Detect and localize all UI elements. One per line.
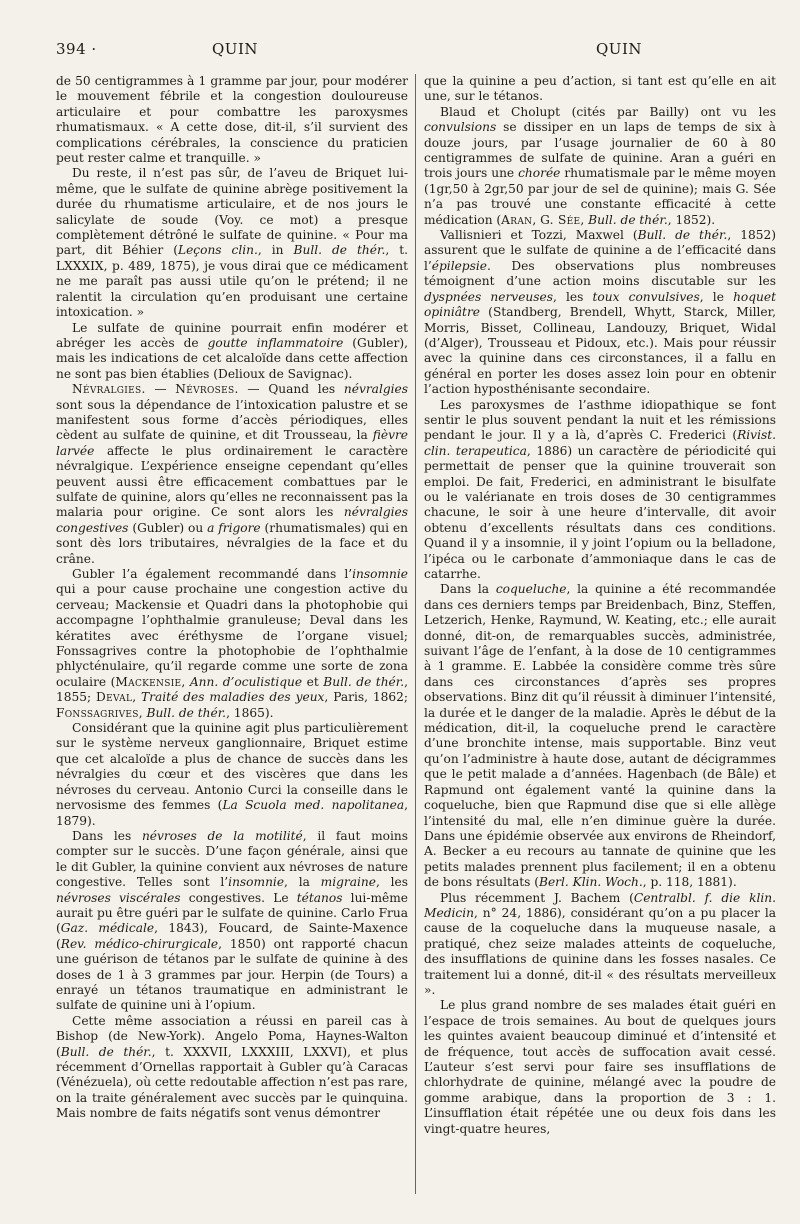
running-header: [0, 40, 800, 64]
page-number: 394 ·: [56, 40, 97, 58]
column-divider: [415, 74, 416, 1194]
paragraph: Du reste, il n’est pas sûr, de l’aveu de Briquet lui-même, que le sulfate de quinine abrège positivement la durée du rhumatisme articulaire, et de nos jours le salicylate de soude (Voy. ce mot) a presque complètement détrôné le sulfate de quinine. « Pour ma part, dit Béhier (Leçons clin., in Bull. de thér., t. LXXXIX, p. 489, 1875), je vous dirai que ce médicament ne me paraît pas aussi utile qu’on le prétend; il ne ralentit la circulation qu’en produisant une certaine intoxication. »: [56, 166, 408, 320]
paragraph: Cette même association a réussi en pareil cas à Bishop (de New-York). Angelo Poma, Haynes-Walton (Bull. de thér., t. XXXVII, LXXXIII, LXXVI), et plus récemment d’Ornellas rapportait à Gubler qu’à Caracas (Vénézuela), où cette redoutable affection n’est pas rare, on la traite généralement avec succès par le quinquina. Mais nombre de faits négatifs sont venus démontrer: [56, 1013, 408, 1121]
paragraph: Dans la coqueluche, la quinine a été recommandée dans ces derniers temps par Breidenbach, Binz, Steffen, Letzerich, Henke, Raymund, W. Keating, etc.; elle aurait donné, dit-on, de remarquables succès, administrée, suivant l’âge de l’enfant, à la dose de 10 centigrammes à 1 gramme. E. Labbée la considère comme très sûre dans ces circonstances d’après ses propres observations. Binz dit qu’il réussit à diminuer l’intensité, la durée et le danger de la maladie. Après le début de la médication, dit-il, la coqueluche prend le caractère d’une bronchite intense, mais supportable. Binz veut qu’on l’administre à haute dose, autant de décigrammes que le petit malade a d’années. Hagenbach (de Bâle) et Rapmund ont également vanté la quinine dans la coqueluche, bien que Rapmund dise que si elle allège l’intensité du mal, elle n’en diminue guère la durée. Dans une épidémie observée aux environs de Rheindorf, A. Becker a eu recours au tannate de quinine que les petits malades prennent plus facilement; il en a obtenu de bons résultats (Berl. Klin. Woch., p. 118, 1881).: [424, 582, 776, 890]
paragraph: Blaud et Cholupt (cités par Bailly) ont vu les convulsions se dissiper en un laps de temps de six à douze jours, par l’usage journalier de 60 à 80 centigrammes de sulfate de quinine. Aran a guéri en trois jours une chorée rhumatismale par le même moyen (1gr,50 à 2gr,50 par jour de sel de quinine); mais G. Sée n’a pas trouvé une constante efficacité à cette médication (Aran, G. Sée, Bull. de thér., 1852).: [424, 104, 776, 227]
paragraph: Dans les névroses de la motilité, il faut moins compter sur le succès. D’une façon générale, ainsi que le dit Gubler, la quinine convient aux névroses de nature congestive. Telles sont l’insomnie, la migraine, les névroses viscérales congestives. Le tétanos lui-même aurait pu être guéri par le sulfate de quinine. Carlo Frua (Gaz. médicale, 1843), Foucard, de Sainte-Maxence (Rev. médico-chirurgicale, 1850) ont rapporté chacun une guérison de tétanos par le sulfate de quinine à des doses de 1 à 3 grammes par jour. Herpin (de Tours) a enrayé un tétanos traumatique en administrant le sulfate de quinine uni à l’opium.: [56, 828, 408, 1013]
paragraph: Les paroxysmes de l’asthme idiopathique se font sentir le plus souvent pendant la nuit et les rémissions pendant le jour. Il y a là, d’après C. Frederici (Rivist. clin. terapeutica, 1886) un caractère de périodicité qui permettait de penser que la quinine trouverait son emploi. De fait, Frederici, en administrant le bisulfate ou le valérianate en trois doses de 30 centigrammes chacune, le soir à une heure d’intervalle, dit avoir obtenu d’excellents résultats dans ces conditions. Quand il y a insomnie, il y joint l’opium ou la belladone, l’ipéca ou le carbonate d’ammoniaque dans le cas de catarrhe.: [424, 397, 776, 581]
right-column: [424, 74, 776, 1214]
paragraph: Plus récemment J. Bachem (Centralbl. f. die klin. Medicin, n° 24, 1886), considérant qu’on a pu placer la cause de la coqueluche dans la muqueuse nasale, a pratiqué, chez seize malades atteints de coqueluche, des insufflations de quinine dans les fosses nasales. Ce traitement lui a donné, dit-il « des résultats merveilleux ».: [424, 890, 776, 997]
paragraph: Gubler l’a également recommandé dans l’insomnie qui a pour cause prochaine une congestion active du cerveau; Mackensie et Quadri dans la photophobie qui accompagne l’ophthalmie granuleuse; Deval dans les kératites avec éréthysme de l’organe visuel; Fonssagrives contre la photophobie de l’ophthalmie phlycténulaire, qu’il regarde comme une sorte de zona oculaire (Mackensie, Ann. d’oculistique et Bull. de thér., 1855; Deval, Traité des maladies des yeux, Paris, 1862; Fonssagrives, Bull. de thér., 1865).: [56, 567, 408, 720]
section-neuralgies: Névralgies. — Névroses. — Quand les névralgies sont sous la dépendance de l’intoxication palustre et se manifestent sous forme d’accès périodiques, elles cèdent au sulfate de quinine, et dit Trousseau, la fièvre larvée affecte le plus ordinairement le caractère névralgique. L’expérience enseigne cependant qu’elles peuvent aussi être efficacement combattues par le sulfate de quinine, alors qu’elles ne reconnaissent pas la malaria pour origine. Ce sont alors les névralgies congestives (Gubler) ou a frigore (rhumatismales) qui en sont dès lors tributaires, névralgies de la face et du crâne.: [56, 382, 408, 566]
paragraph: de 50 centigrammes à 1 gramme par jour, pour modérer le mouvement fébrile et la congestion douloureuse articulaire et pour combattre les paroxysmes rhumatismaux. « A cette dose, dit-il, s’il survient des complications cérébrales, la conscience du praticien peut rester calme et tranquille. »: [56, 74, 408, 166]
section-heading: Névroses.: [175, 382, 239, 397]
running-title-left: QUIN: [212, 40, 258, 58]
paragraph: que la quinine a peu d’action, si tant est qu’elle en ait une, sur le tétanos.: [424, 74, 776, 104]
running-title-right: QUIN: [596, 40, 642, 58]
left-column: [56, 74, 408, 1214]
paragraph: Le sulfate de quinine pourrait enfin modérer et abréger les accès de goutte inflammatoire (Gubler), mais les indications de cet alcaloïde dans cette affection ne sont pas bien établies (Delioux de Savignac).: [56, 320, 408, 381]
paragraph: Vallisnieri et Tozzi, Maxwel (Bull. de thér., 1852) assurent que le sulfate de quinine a de l’efficacité dans l’épilepsie. Des observations plus nombreuses témoignent d’une action moins discutable sur les dyspnées nerveuses, les toux convulsives, le hoquet opiniâtre (Standberg, Brendell, Whytt, Starck, Miller, Morris, Bisset, Collineau, Landouzy, Briquet, Widal (d’Alger), Trousseau et Pidoux, etc.). Mais pour réussir avec la quinine dans ces circonstances, il a fallu en général en porter les doses assez loin pour en obtenir l’action hyposthénisante secondaire.: [424, 228, 776, 397]
paragraph: Considérant que la quinine agit plus particulièrement sur le système nerveux ganglionnaire, Briquet estime que cet alcaloïde a plus de chance de succès dans les névralgies du cœur et des viscères que dans les névroses du cerveau. Antonio Curci la conseille dans le nervosisme des femmes (La Scuola med. napolitanea, 1879).: [56, 721, 408, 828]
paragraph: Le plus grand nombre de ses malades était guéri en l’espace de trois semaines. Au bout de quelques jours les quintes avaient beaucoup diminué et d’intensité et de fréquence, tout accès de suffocation avait cessé. L’auteur s’est servi pour faire ses insufflations de chlorhydrate de quinine, mélangé avec la poudre de gomme arabique, dans la proportion de 3 : 1. L’insufflation était répétée une ou deux fois dans les vingt-quatre heures,: [424, 998, 776, 1136]
section-heading: Névralgies.: [72, 382, 146, 397]
